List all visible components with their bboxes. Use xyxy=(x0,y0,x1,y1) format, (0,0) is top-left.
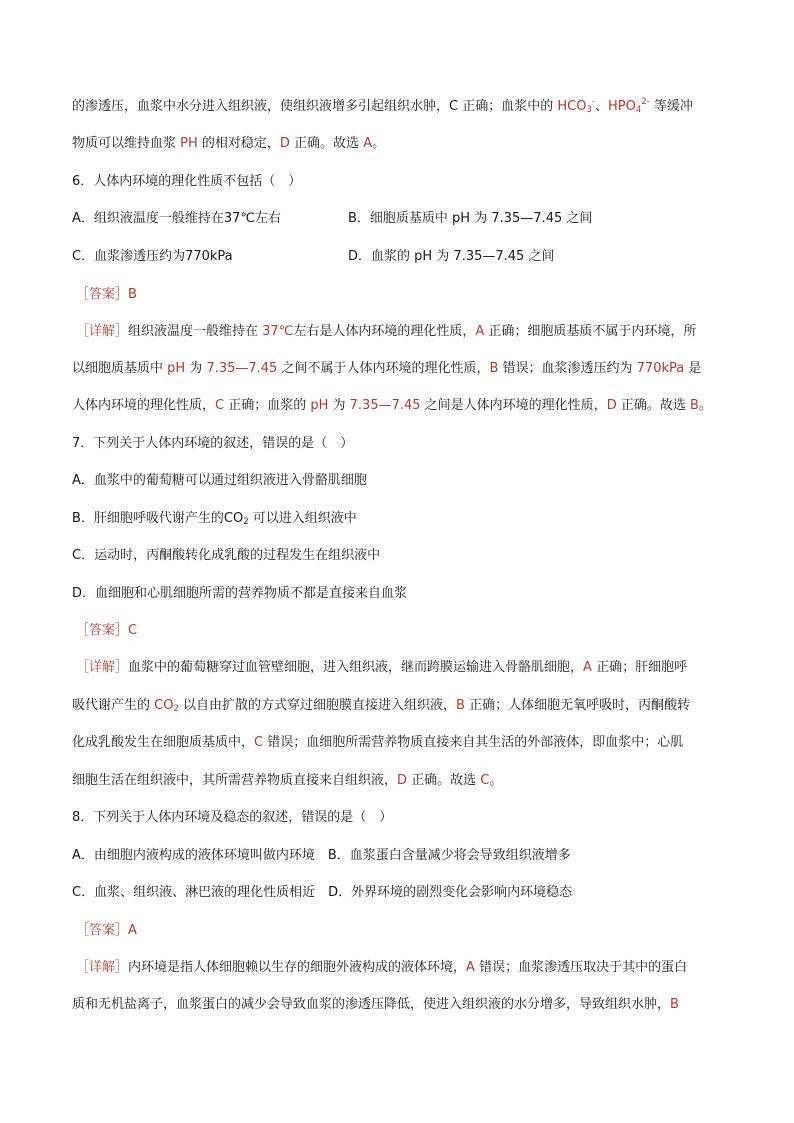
question-7-option-b: B．肝细胞呼吸代谢产生的$CO_2$ 可以进入组织液中 xyxy=(72,511,357,527)
question-8-options-row-1: A．由细胞内液构成的液体环境叫做内环境 B．血浆蛋白含量减少将会导致组织液增多 xyxy=(72,848,571,863)
question-7-stem: 7．下列关于人体内环境的叙述，错误的是（ ） xyxy=(72,436,354,451)
question-8-answer: ［答案］A xyxy=(76,923,137,938)
question-7-detail-line-4: 细胞生活在组织液中，其所需营养物质直接来自组织液，D 正确。故选 C。 xyxy=(72,773,503,788)
option-b: B．细胞质基质中 pH 为 7.35—7.45 之间 xyxy=(348,211,593,226)
question-8-detail-line-2: 质和无机盐离子，血浆蛋白的减少会导致血浆的渗透压降低，使进入组织液的水分增多，导致组织水肿，B xyxy=(72,997,679,1012)
question-7-option-a: A．血浆中的葡萄糖可以通过组织液进入骨骼肌细胞 xyxy=(72,473,367,488)
option-a: A．组织液温度一般维持在37℃左右 xyxy=(72,211,282,226)
question-8-stem: 8．下列关于人体内环境及稳态的叙述，错误的是（ ） xyxy=(72,810,393,825)
question-6-options-row-2 xyxy=(72,247,732,267)
question-7-answer: ［答案］C xyxy=(76,623,138,638)
question-6-options-row-1 xyxy=(72,209,732,229)
prev-explanation-line-2: 物质可以维持血浆 PH 的相对稳定，D 正确。故选 A。 xyxy=(72,136,386,151)
prev-explanation-line-1: 的渗透压，血浆中水分进入组织液，使组织液增多引起组织水肿，C 正确；血浆中的 $HCO_3^-$、$HPO_4^{2-}$ 等缓冲 xyxy=(72,97,693,115)
question-7-option-c: C．运动时，丙酮酸转化成乳酸的过程发生在组织液中 xyxy=(72,548,381,563)
question-6-detail-line-2: 以细胞质基质中 pH 为 7.35—7.45 之间不属于人体内环境的理化性质，B 错误；血浆渗透压约为 770kPa 是 xyxy=(72,361,702,376)
question-7-detail-line-1: ［详解］血浆中的葡萄糖穿过血管壁细胞，进入组织液，继而跨膜运输进入骨骼肌细胞，A 正确；肝细胞呼 xyxy=(76,660,688,675)
question-8-options-row-2: C．血浆、组织液、淋巴液的理化性质相近 D．外界环境的剧烈变化会影响内环境稳态 xyxy=(72,885,573,900)
option-c: C．血浆渗透压约为770kPa xyxy=(72,249,233,264)
question-7-detail-line-2: 吸代谢产生的 $CO_2$ 以自由扩散的方式穿过细胞膜直接进入组织液，B 正确；人体细胞无氧呼吸时，丙酮酸转 xyxy=(72,698,691,714)
question-6-detail-line-3: 人体内环境的理化性质，C 正确；血浆的 pH 为 7.35—7.45 之间是人体内环境的理化性质，D 正确。故选 B。 xyxy=(72,398,712,413)
option-d: D．血浆的 pH 为 7.35—7.45 之间 xyxy=(348,249,555,264)
question-6-answer: ［答案］B xyxy=(76,287,137,302)
question-7-detail-line-3: 化成乳酸发生在细胞质基质中，C 错误；血细胞所需营养物质直接来自其生活的外部液体，即血浆中；心肌 xyxy=(72,735,684,750)
question-6-detail-line-1: ［详解］组织液温度一般维持在 37℃左右是人体内环境的理化性质，A 正确；细胞质基质不属于内环境，所 xyxy=(76,324,697,339)
question-7-option-d: D．血细胞和心肌细胞所需的营养物质不都是直接来自血浆 xyxy=(72,586,408,601)
bicarbonate-formula: $HCO_3^-$ xyxy=(557,97,595,115)
question-6-stem: 6．人体内环境的理化性质不包括（ ） xyxy=(72,174,302,189)
phosphate-formula: $HPO_4^{2-}$ xyxy=(607,97,650,115)
question-8-detail-line-1: ［详解］内环境是指人体细胞赖以生存的细胞外液构成的液体环境，A 错误；血浆渗透压取决于其中的蛋白 xyxy=(76,960,688,975)
